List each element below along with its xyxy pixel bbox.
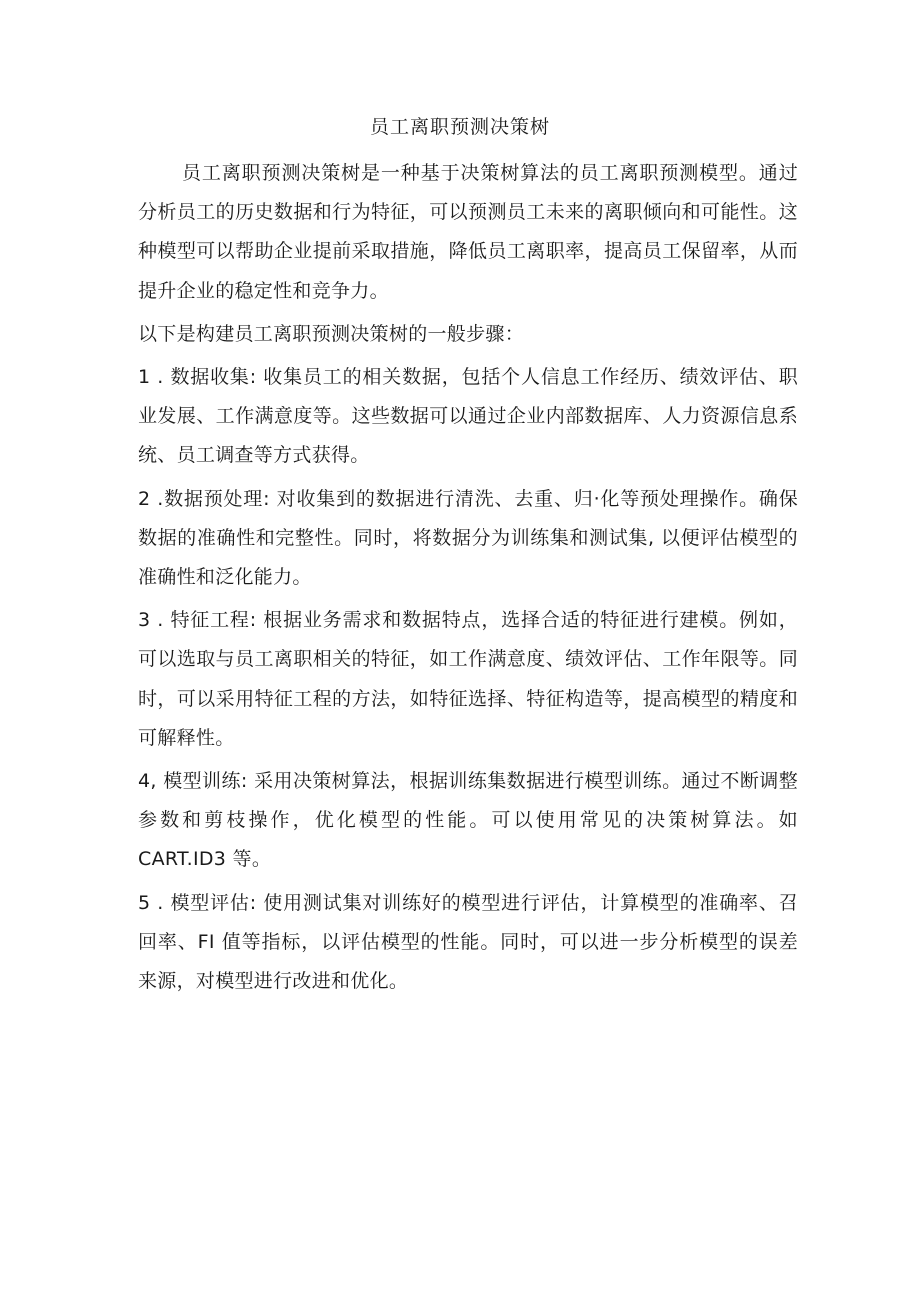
document-body xyxy=(138,154,798,1001)
step-2-paragraph: 2 .数据预处理: 对收集到的数据进行清洗、去重、归·化等预处理操作。确保数据的准确性和完整性。同时，将数据分为训练集和测试集, 以便评估模型的准确性和泛化能力。 xyxy=(138,487,798,589)
steps-heading: 以下是构建员工离职预测决策树的一般步骤： xyxy=(138,322,525,345)
document-title: 员工离职预测决策树 xyxy=(369,116,550,138)
step-4-paragraph: 4, 模型训练: 采用决策树算法，根据训练集数据进行模型训练。通过不断调整参数和剪枝操作，优化模型的性能。可以使用常见的决策树算法。如CART.ID3 等。 xyxy=(138,770,798,871)
step-3-paragraph: 3 . 特征工程: 根据业务需求和数据特点，选择合适的特征进行建模。例如，可以选取与员工离职相关的特征，如工作满意度、绩效评估、工作年限等。同时，可以采用特征工程的方法，如特征选择、特征构造等，提高模型的精度和可解释性。 xyxy=(138,609,798,749)
intro-paragraph: 员工离职预测决策树是一种基于决策树算法的员工离职预测模型。通过分析员工的历史数据和行为特征，可以预测员工未来的离职倾向和可能性。这种模型可以帮助企业提前采取措施，降低员工离职率，提高员工保留率，从而提升企业的稳定性和竞争力。 xyxy=(138,162,798,302)
step-5-paragraph: 5 . 模型评估: 使用测试集对训练好的模型进行评估，计算模型的准确率、召回率、FI 值等指标，以评估模型的性能。同时，可以进一步分析模型的误差来源，对模型进行改进和优化。 xyxy=(138,891,798,993)
step-1-paragraph: 1 . 数据收集: 收集员工的相关数据，包括个人信息工作经历、绩效评估、职业发展、工作满意度等。这些数据可以通过企业内部数据库、人力资源信息系统、员工调查等方式获得。 xyxy=(138,366,798,467)
